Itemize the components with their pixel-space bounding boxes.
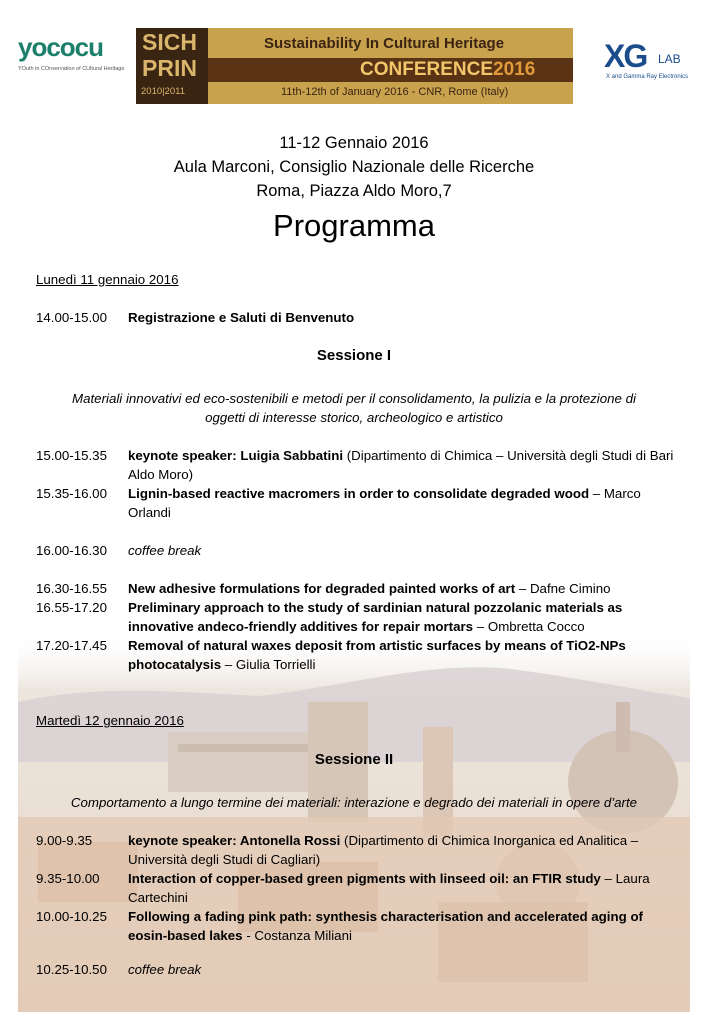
xglab-logo: [604, 38, 694, 88]
venue-hall: Aula Marconi, Consiglio Nazionale delle Ricerche: [173, 158, 535, 176]
talk-title: Lignin-based reactive macromers in order to consolidate degraded wood: [128, 486, 590, 501]
banner-conference: [360, 59, 535, 81]
talk-title: keynote speaker: Antonella Rossi: [128, 833, 341, 848]
talk-time: 16.00-16.30: [36, 543, 107, 558]
banner-conference-word: CONFERENCE: [360, 59, 494, 80]
coffee-break-label: coffee break: [128, 962, 202, 977]
banner-sich: SICH: [142, 29, 197, 55]
talk-title: keynote speaker: Luigia Sabbatini: [128, 448, 344, 463]
banner-conference-year: 2016: [493, 59, 536, 80]
coffee-break-label: coffee break: [128, 543, 202, 558]
talk-time: 15.35-16.00: [36, 486, 107, 501]
conference-banner: [136, 28, 573, 104]
banner-years: 2010|2011: [141, 86, 186, 97]
session1-subtitle-line2: oggetti di interesse storico, archeologico e artistico: [205, 410, 503, 425]
talk-title: Interaction of copper-based green pigments with linseed oil: an FTIR study: [128, 871, 601, 886]
welcome-time: 14.00-15.00: [36, 310, 107, 325]
page-title: Programma: [273, 208, 435, 243]
session2-subtitle: Comportamento a lungo termine dei materiali: interazione e degrado dei materiali in opere d’arte: [70, 795, 638, 810]
xglab-logo-lab: LAB: [658, 52, 681, 66]
talk-time: 16.55-17.20: [36, 600, 107, 615]
talk-time: 9.00-9.35: [36, 833, 93, 848]
banner-prin: PRIN: [142, 55, 197, 81]
talk-title: Preliminary approach to the study of sardinian natural pozzolanic materials as innovative andeco-friendly additives for repair mortars: [128, 600, 623, 634]
session2-title: Sessione II: [314, 751, 394, 768]
talk-desc: [128, 484, 676, 522]
talk-speaker: – Laura Cartechini: [128, 871, 650, 905]
talk-desc: [128, 636, 676, 674]
talk-desc: [128, 869, 676, 907]
day1-label: Lunedì 11 gennaio 2016: [36, 272, 179, 287]
session1-title: Sessione I: [316, 347, 392, 364]
talk-speaker: – Ombretta Cocco: [473, 619, 585, 634]
yococu-logo: [14, 24, 126, 96]
talk-title: Removal of natural waxes deposit from artistic surfaces by means of TiO2-NPs photocatalysis: [128, 638, 626, 672]
talk-time: 10.00-10.25: [36, 909, 107, 924]
talk-desc: [128, 831, 676, 869]
talk-speaker: – Giulia Torrielli: [221, 657, 316, 672]
venue-address: Roma, Piazza Aldo Moro,7: [256, 182, 452, 200]
talk-desc: [128, 446, 676, 484]
talk-speaker: (Dipartimento di Chimica Inorganica ed Analitica – Università degli Studi di Cagliari): [128, 833, 639, 867]
talk-title: Following a fading pink path: synthesis characterisation and accelerated aging of eosin-based lakes: [128, 909, 643, 943]
banner-date: 11th-12th of January 2016 - CNR, Rome (Italy): [281, 86, 509, 98]
banner-title: Sustainability In Cultural Heritage: [264, 35, 505, 52]
talk-speaker: (Dipartimento di Chimica – Università degli Studi di Bari Aldo Moro): [128, 448, 674, 482]
talk-time: 9.35-10.00: [36, 871, 100, 886]
yococu-logo-text: yococu: [18, 32, 104, 62]
yococu-logo-subtitle: YOuth in COnservation of CUltural Heritage: [18, 66, 125, 72]
talk-speaker: – Dafne Cimino: [515, 581, 611, 596]
talk-time: 10.25-10.50: [36, 962, 107, 977]
talk-desc: [128, 579, 676, 598]
talk-time: 16.30-16.55: [36, 581, 107, 596]
session1-subtitle-line1: Materiali innovativi ed eco-sostenibili e metodi per il consolidamento, la pulizia e la protezione di: [72, 391, 636, 406]
talk-time: 15.00-15.35: [36, 448, 107, 463]
venue-date: 11-12 Gennaio 2016: [279, 134, 429, 152]
rome-skyline-background: [18, 632, 690, 1012]
talk-title: New adhesive formulations for degraded painted works of art: [128, 581, 516, 596]
talk-time: 17.20-17.45: [36, 638, 107, 653]
talk-speaker: – Marco Orlandi: [128, 486, 641, 520]
xglab-logo-xg: XG: [604, 38, 647, 74]
talk-speaker: - Costanza Miliani: [242, 928, 352, 943]
day2-label: Martedì 12 gennaio 2016: [36, 713, 184, 728]
talk-desc: [128, 907, 676, 945]
welcome-title: Registrazione e Saluti di Benvenuto: [128, 310, 355, 325]
xglab-logo-subtitle: X and Gamma Ray Electronics: [606, 74, 689, 80]
talk-desc: [128, 598, 676, 636]
